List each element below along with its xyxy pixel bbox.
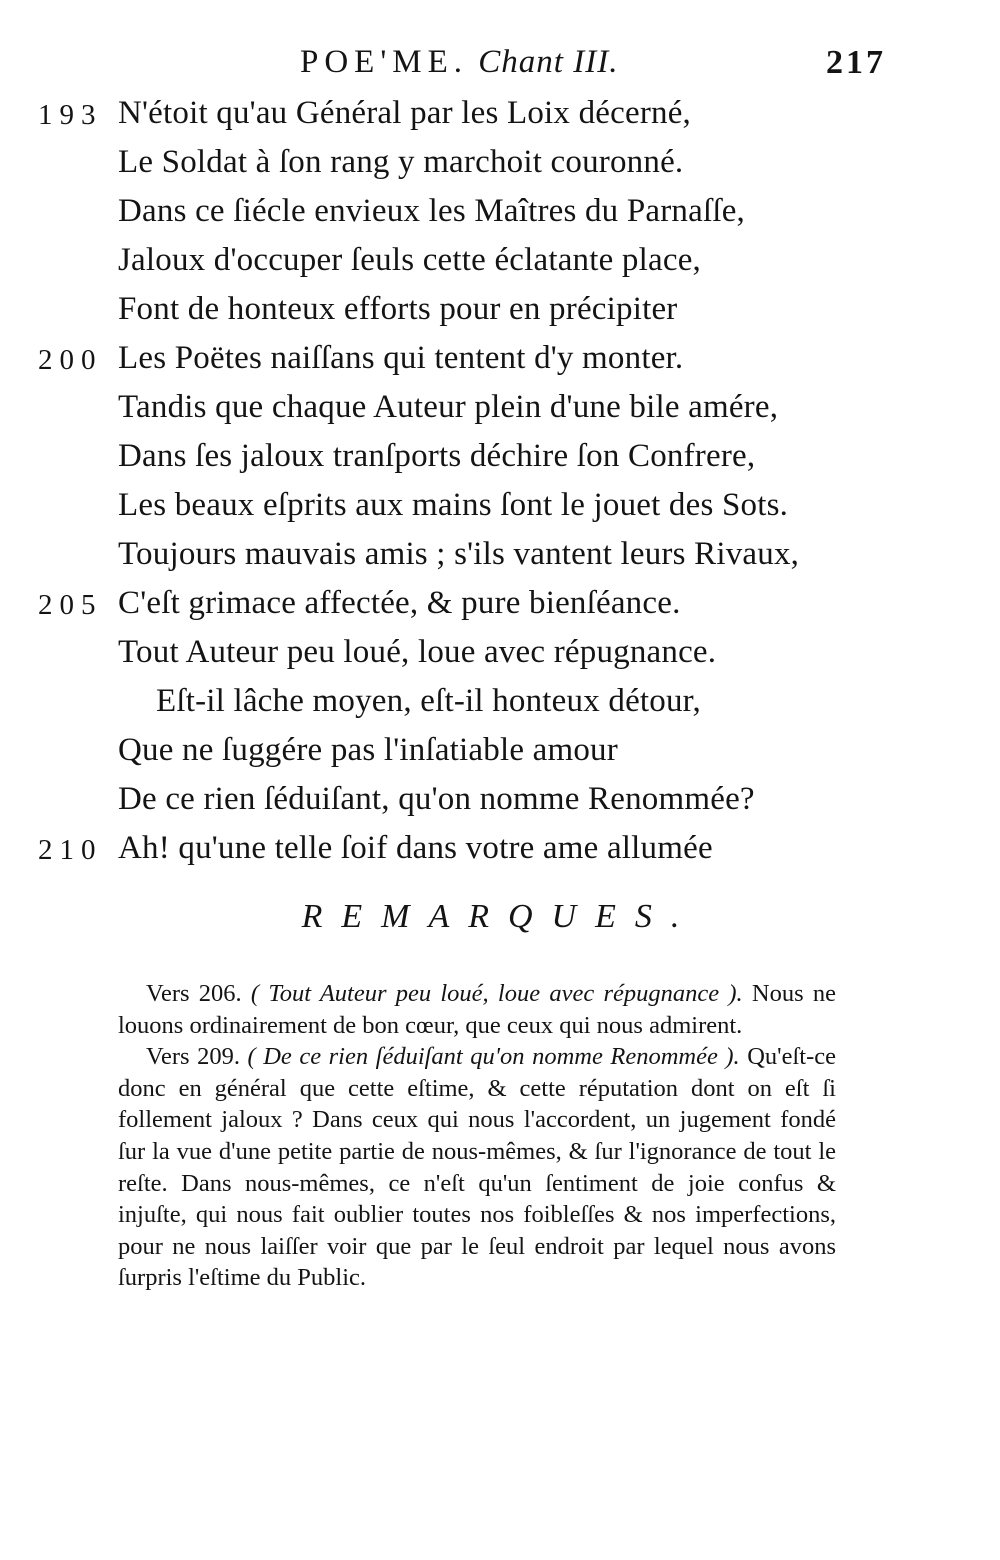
verse-line bbox=[0, 389, 1000, 438]
verse-text: Font de honteux efforts pour en précipiter bbox=[118, 291, 678, 327]
verse-text: Ah! qu'une telle ſoif dans votre ame allumée bbox=[118, 830, 713, 866]
verse-text: Que ne ſuggére pas l'inſatiable amour bbox=[118, 732, 618, 768]
verse-line bbox=[0, 242, 1000, 291]
verse-line bbox=[0, 683, 1000, 732]
verse-line bbox=[0, 340, 1000, 389]
line-number: 200 bbox=[38, 344, 103, 376]
verse-line bbox=[0, 438, 1000, 487]
section-title: Chant III. bbox=[478, 44, 619, 80]
verse-line bbox=[0, 781, 1000, 830]
verse-text: Dans ſes jaloux tranſports déchire ſon Confrere, bbox=[118, 438, 756, 474]
verse-block bbox=[0, 95, 1000, 879]
verse-text: Le Soldat à ſon rang y marchoit couronné. bbox=[118, 144, 684, 180]
verse-line bbox=[0, 732, 1000, 781]
verse-text: Toujours mauvais amis ; s'ils vantent leurs Rivaux, bbox=[118, 536, 800, 572]
verse-text: Tandis que chaque Auteur plein d'une bile amére, bbox=[118, 389, 779, 425]
line-number: 210 bbox=[38, 834, 103, 866]
verse-line bbox=[0, 536, 1000, 585]
verse-line bbox=[0, 95, 1000, 144]
verse-line bbox=[0, 585, 1000, 634]
note-reference: Vers 206. bbox=[146, 980, 242, 1007]
note-body: Nous ne louons ordinairement de bon cœur, que ceux qui nous admirent. bbox=[118, 980, 837, 1039]
verse-line bbox=[0, 144, 1000, 193]
verse-text: Les Poëtes naiſſans qui tentent d'y monter. bbox=[118, 340, 684, 376]
running-header bbox=[0, 44, 1000, 94]
page-number: 217 bbox=[826, 44, 886, 81]
verse-line bbox=[0, 634, 1000, 683]
verse-text: Tout Auteur peu loué, loue avec répugnance. bbox=[118, 634, 717, 670]
remark-note bbox=[118, 1041, 836, 1294]
remarks-heading: REMARQUES. bbox=[301, 898, 699, 935]
verse-text: C'eſt grimace affectée, & pure bienſéance. bbox=[118, 585, 681, 621]
running-title bbox=[300, 44, 618, 81]
note-quote: ( De ce rien ſéduiſant qu'on nomme Renommée ). bbox=[247, 1043, 740, 1071]
note-body: Qu'eſt-ce donc en général que cette eſtime, & cette réputation dont on eſt ſi follement jaloux ? Dans ceux qui nous l'accordent, un jugement fondé ſur la vue d'une petite partie de nous-mêmes, & ſur l'ignorance de tout le reſte. Dans nous-mêmes, ce n'eſt qu'un ſentiment de joie confus & injuſte, qui nous fait oublier toutes nos foibleſſes & nos imperfections, pour ne nous laiſſer voir que par le ſeul endroit par lequel nous avons ſurpris l'eſtime du Public. bbox=[118, 1043, 836, 1292]
remark-note bbox=[118, 978, 836, 1041]
verse-line bbox=[0, 193, 1000, 242]
verse-line bbox=[0, 487, 1000, 536]
verse-text: Eſt-il lâche moyen, eſt-il honteux détour, bbox=[156, 683, 702, 719]
verse-line bbox=[0, 291, 1000, 340]
verse-text: Jaloux d'occuper ſeuls cette éclatante place, bbox=[118, 242, 701, 278]
line-number: 205 bbox=[38, 589, 103, 621]
verse-text: N'étoit qu'au Général par les Loix décerné, bbox=[118, 95, 691, 131]
remarks-notes bbox=[118, 978, 836, 1294]
note-quote: ( Tout Auteur peu loué, loue avec répugnance ). bbox=[250, 980, 743, 1007]
note-reference: Vers 209. bbox=[146, 1043, 240, 1071]
verse-text: De ce rien ſéduiſant, qu'on nomme Renommée? bbox=[118, 781, 755, 817]
verse-text: Dans ce ſiécle envieux les Maîtres du Parnaſſe, bbox=[118, 193, 746, 229]
verse-text: Les beaux eſprits aux mains ſont le jouet des Sots. bbox=[118, 487, 789, 523]
line-number: 193 bbox=[38, 99, 103, 131]
verse-line bbox=[0, 830, 1000, 879]
work-title: POE'ME. bbox=[300, 44, 469, 80]
